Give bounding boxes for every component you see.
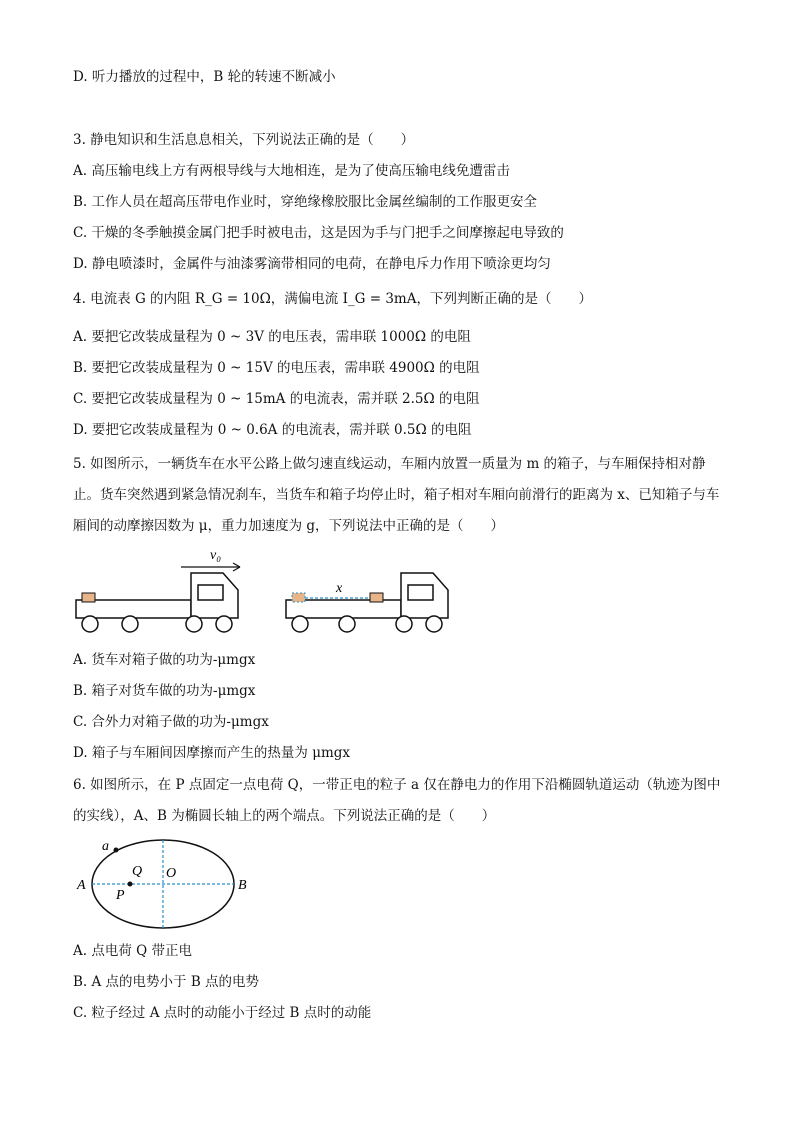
box-end-icon [370,593,383,602]
label-b-endpoint: B [238,878,247,893]
box-start-icon [292,593,305,602]
distance-label: x [336,581,343,596]
q6-option-b: B. A 点的电势小于 B 点的电势 [73,974,260,990]
q4-option-a: A. 要把它改装成量程为 0 ~ 3V 的电压表，需串联 1000Ω 的电阻 [73,329,471,345]
q4-option-d: D. 要把它改装成量程为 0 ~ 0.6A 的电流表，需并联 0.5Ω 的电阻 [73,422,472,438]
truck-after-braking [286,573,448,632]
box-icon [82,593,95,602]
q3-stem: 3. 静电知识和生活息息相关，下列说法正确的是（ ） [73,132,415,148]
q6-option-a: A. 点电荷 Q 带正电 [73,943,192,959]
q5-option-d: D. 箱子与车厢间因摩擦而产生的热量为 μmgx [73,745,351,761]
q6-stem: 6. 如图所示，在 P 点固定一点电荷 Q，一带正电的粒子 a 仅在静电力的作用下沿椭圆轨道运动（轨迹为图中的实线），A、B 为椭圆长轴上的两个端点。下列说法正确的是（ ） [73,777,721,824]
velocity-label: v₀ [210,548,222,563]
q4-option-c: C. 要把它改装成量程为 0 ~ 15mA 的电流表，需并联 2.5Ω 的电阻 [73,391,480,407]
q3-option-d: D. 静电喷漆时，金属件与油漆雾滴带相同的电荷，在静电斥力作用下喷涂更均匀 [73,256,551,272]
q3-option-b: B. 工作人员在超高压带电作业时，穿绝缘橡胶服比金属丝编制的工作服更安全 [73,194,538,210]
q3-option-c: C. 干燥的冬季触摸金属门把手时被电击，这是因为手与门把手之间摩擦起电导致的 [73,225,564,241]
q5-option-b: B. 箱子对货车做的功为-μmgx [73,683,256,699]
q6-option-c: C. 粒子经过 A 点时的动能小于经过 B 点时的动能 [73,1005,372,1021]
truck-before-braking [76,548,240,632]
charge-q-dot [128,882,133,887]
q6-orbit-figure [70,832,270,932]
particle-a-dot [114,848,119,853]
q5-option-c: C. 合外力对箱子做的功为-μmgx [73,714,269,730]
q5-stem: 5. 如图所示，一辆货车在水平公路上做匀速直线运动，车厢内放置一质量为 m 的箱子，与车厢保持相对静止。货车突然遇到紧急情况刹车，当货车和箱子均停止时，箱子相对车厢向前滑行的距离为 x、已知箱子与车厢间的动摩擦因数为 μ，重力加速度为 g，下列说法中正确的是（ ） [73,456,720,534]
q3-option-a: A. 高压输电线上方有两根导线与大地相连，是为了使高压输电线免遭雷击 [73,163,510,179]
label-o: O [166,866,177,881]
q4-stem: 4. 电流表 G 的内阻 R_G = 10Ω，满偏电流 I_G = 3mA，下列判断正确的是（ ） [73,291,592,307]
label-a-endpoint: A [77,878,86,893]
label-a: a [102,839,109,854]
q4-option-b: B. 要把它改装成量程为 0 ~ 15V 的电压表，需串联 4900Ω 的电阻 [73,360,480,376]
label-p: P [116,888,125,903]
q2-option-d: D. 听力播放的过程中，B 轮的转速不断减小 [73,69,336,85]
q5-truck-figure [70,540,460,640]
label-q: Q [132,864,143,879]
q5-option-a: A. 货车对箱子做的功为-μmgx [73,652,256,668]
